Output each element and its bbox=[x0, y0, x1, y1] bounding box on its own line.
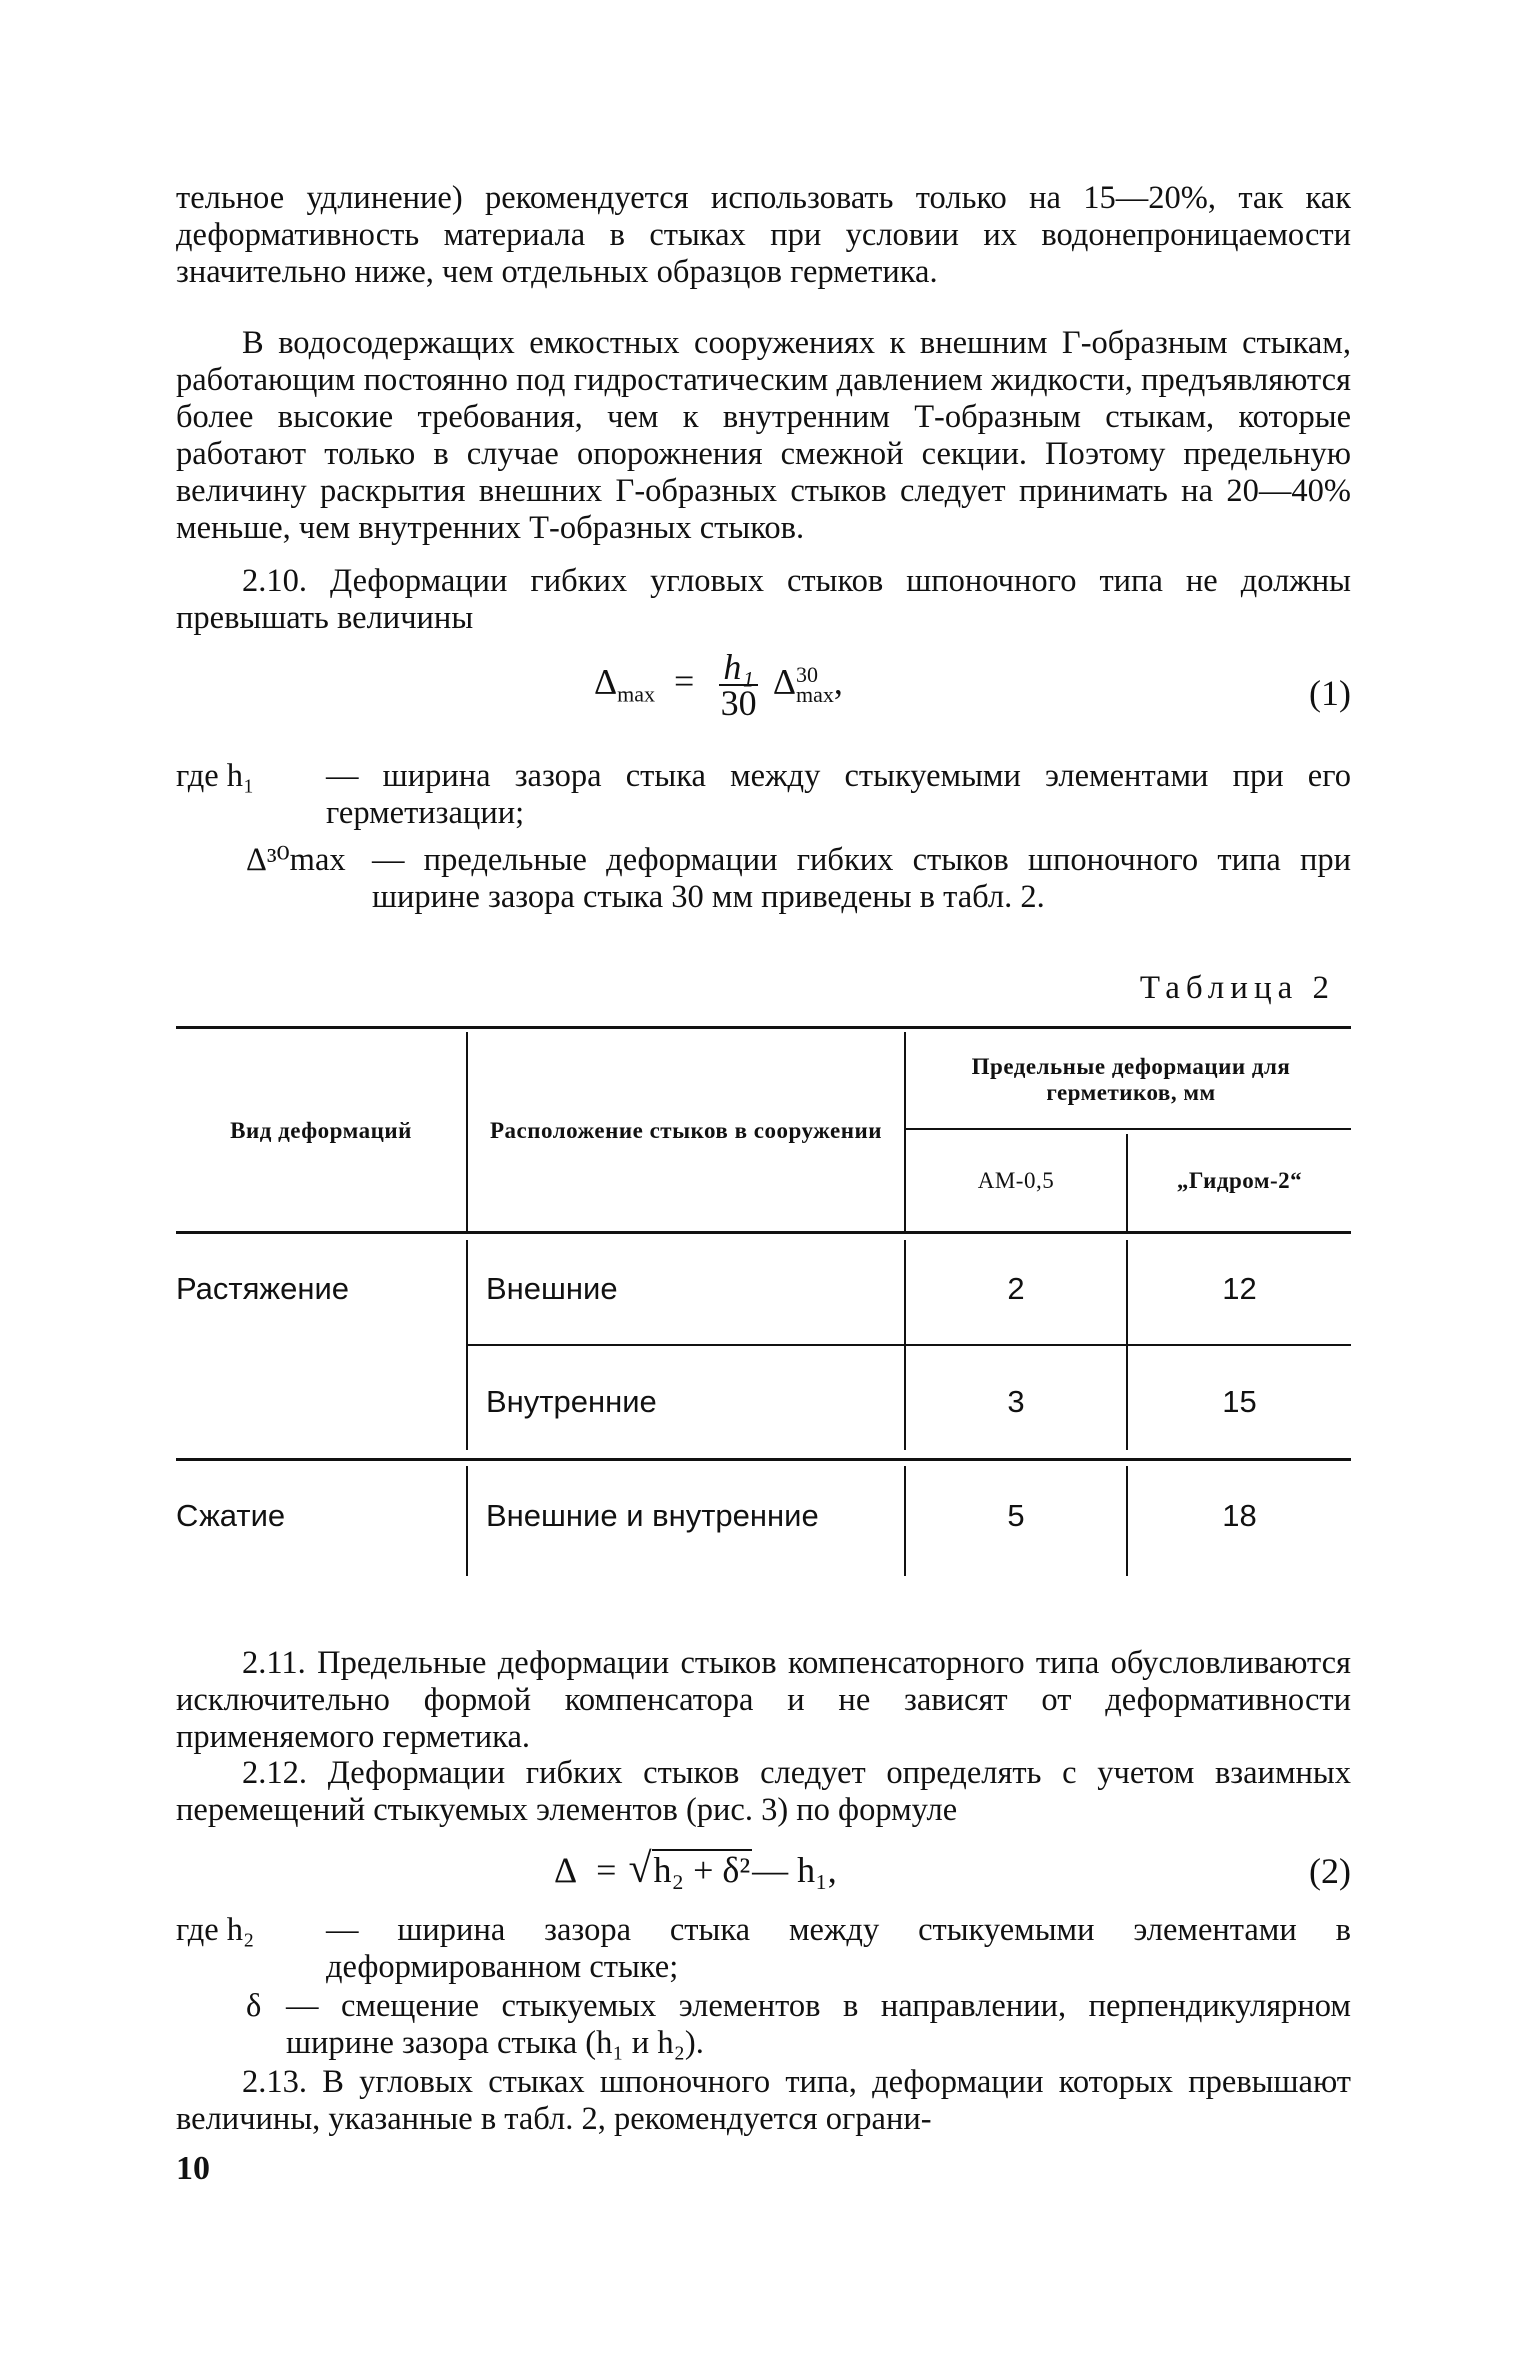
definition-text: — смещение стыкуемых элементов в направлении, перпендикулярном ширине зазора стыка (h₁ и h₂). bbox=[286, 1988, 1351, 2061]
page-number: 10 bbox=[176, 2150, 210, 2187]
formula-1-rhs-sub: max bbox=[796, 682, 834, 707]
table-vrule bbox=[466, 1240, 468, 1450]
table-cell-am05: 3 bbox=[1007, 1384, 1025, 1419]
table-header-type: Вид деформаций bbox=[230, 1118, 412, 1143]
definition-text: — ширина зазора стыка между стыкуемыми элементами в деформированном стыке; bbox=[326, 1912, 1351, 1985]
formula-1-tail: , bbox=[833, 661, 843, 702]
paragraph-2-10: 2.10. Деформации гибких угловых стыков шпоночного типа не должны превышать величины bbox=[176, 563, 1351, 636]
table-cell-type bbox=[176, 1346, 466, 1458]
table-header-am05: АМ-0,5 bbox=[977, 1167, 1055, 1193]
table-cell-gidrom: 12 bbox=[1222, 1271, 1257, 1306]
table-cell-location: Внешние и внутренние bbox=[486, 1498, 819, 1533]
table-cell-gidrom: 15 bbox=[1222, 1384, 1257, 1419]
paragraph-2-12: 2.12. Деформации гибких стыков следует определять с учетом взаимных перемещений стыкуемых элементов (рис. 3) по формуле bbox=[176, 1755, 1351, 1828]
formula-2-eq: = bbox=[596, 1850, 617, 1890]
formula-1-number: (1) bbox=[1309, 673, 1351, 713]
definition-symbol: где h₁ bbox=[176, 758, 255, 794]
paragraph-continuation: тельное удлинение) рекомендуется использовать только на 15—20%, так как деформативность материала в стыках при условии их водонепроницаемости значительно ниже, чем отдельных образцов герметика. bbox=[176, 180, 1351, 290]
formula-2-radical: h₂ + δ² bbox=[653, 1850, 751, 1890]
formula-2-tail: — h₁, bbox=[752, 1850, 837, 1890]
table-cell-type: Растяжение bbox=[176, 1271, 350, 1306]
table-header-gidrom: „Гидром-2“ bbox=[1176, 1167, 1303, 1193]
paragraph-reservoir-joints: В водосодержащих емкостных сооружениях к внешним Г-образным стыкам, работающим постоянно под гидростатическим давлением жидкости, предъявляются более высокие требования, чем к внутренним Т-образным стыкам, которые работают только в случае опорожнения смежной секции. Поэтому предельную величину раскрытия внешних Г-образных стыков следует принимать на 20—40% меньше, чем внутренних Т-образных стыков. bbox=[176, 325, 1351, 546]
definition-symbol: Δ³⁰max bbox=[246, 842, 346, 878]
table-cell-gidrom: 18 bbox=[1222, 1498, 1257, 1533]
table-cell-type: Сжатие bbox=[176, 1498, 286, 1533]
definition-delta bbox=[176, 1988, 1351, 2062]
formula-1-denominator: 30 bbox=[720, 683, 757, 723]
formula-1-lhs: Δ bbox=[594, 661, 618, 702]
definition-h1 bbox=[176, 758, 1351, 832]
formula-1-numerator: h₁ bbox=[719, 650, 758, 686]
formula-1-eq: = bbox=[674, 661, 695, 702]
table-vrule bbox=[466, 1032, 468, 1231]
definition-h2 bbox=[176, 1912, 1351, 1986]
paragraph-2-11: 2.11. Предельные деформации стыков компенсаторного типа обусловливаются исключительно формой компенсатора и не зависят от деформативности применяемого герметика. bbox=[176, 1645, 1351, 1755]
table-cell-location: Внутренние bbox=[486, 1384, 657, 1419]
table-cell-am05: 5 bbox=[1007, 1498, 1025, 1533]
formula-1-rhs: Δ bbox=[772, 661, 797, 702]
definition-text: — предельные деформации гибких стыков шпоночного типа при ширине зазора стыка 30 мм приведены в табл. 2. bbox=[372, 842, 1351, 915]
definition-text: — ширина зазора стыка между стыкуемыми элементами при его герметизации; bbox=[326, 758, 1351, 831]
table-caption: Таблица 2 bbox=[1139, 970, 1335, 1006]
table-cell-location: Внешние bbox=[486, 1271, 618, 1306]
table-header-limits: Предельные деформации для герметиков, мм bbox=[971, 1053, 1291, 1105]
formula-2-lhs: Δ bbox=[554, 1850, 576, 1890]
table-header-location: Расположение стыков в сооружении bbox=[490, 1118, 882, 1143]
formula-1-rhs-sup: 30 bbox=[796, 662, 819, 687]
table-2 bbox=[176, 1026, 1351, 1581]
formula-1 bbox=[594, 647, 843, 723]
formula-2: Δ = √h₂ + δ²— h₁, bbox=[554, 1846, 837, 1892]
definition-delta-max bbox=[176, 842, 1351, 953]
table-vrule bbox=[466, 1466, 468, 1576]
paragraph-2-13: 2.13. В угловых стыках шпоночного типа, деформации которых превышают величины, указанные в табл. 2, рекомендуется ограни- bbox=[176, 2064, 1351, 2137]
definition-symbol: δ bbox=[246, 1988, 262, 2024]
table-cell-am05: 2 bbox=[1007, 1271, 1025, 1306]
formula-1-lhs-sub: max bbox=[617, 681, 656, 707]
definition-symbol: где h₂ bbox=[176, 1912, 255, 1948]
formula-1-fraction bbox=[719, 647, 758, 723]
formula-2-number: (2) bbox=[1309, 1851, 1351, 1891]
table-top-rule bbox=[176, 1026, 1351, 1029]
